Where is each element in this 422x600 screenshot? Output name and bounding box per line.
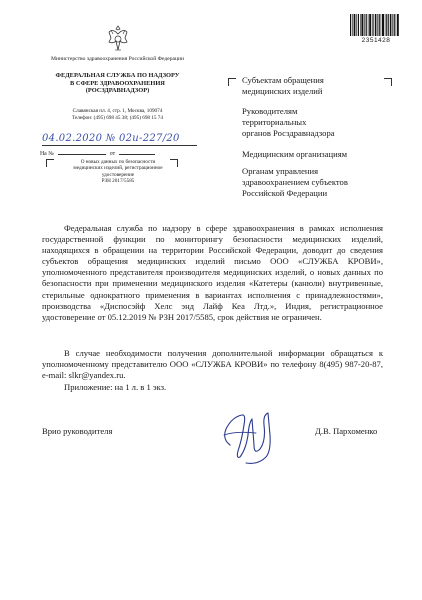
address-line: Славянская пл. 4, стр. 1, Москва, 109074 <box>72 108 163 114</box>
subject-line: РЗН 2017/5585 <box>101 178 135 185</box>
ref-blank <box>58 154 106 155</box>
agency-line: В СФЕРЕ ЗДРАВООХРАНЕНИЯ <box>70 79 165 87</box>
subject-line: О новых данных по безопасности <box>80 159 156 165</box>
recipient-line: Руководителям <box>242 106 298 116</box>
body-paragraph: В случае необходимости получения дополнительной информации обращаться к уполномоченному представителю ООО «СЛУЖБА КРОВИ» по телефону 8(495) 987-20-87, e-mail: slkr@yandex.ru. <box>42 348 383 381</box>
attachment-note: Приложение: на 1 л. в 1 экз. <box>64 382 167 392</box>
registration-number: 04.02.2020 № 02и-227/20 <box>42 133 180 144</box>
ministry-name: Министерство здравоохранения Российской Федерации <box>50 56 185 62</box>
signatory-position: Врио руководителя <box>42 426 113 436</box>
body-paragraph: Федеральная служба по надзору в сфере здравоохранения в рамках исполнения государственной функции по мониторингу безопасности медицинских изделий, находящихся в обращении на территории Российской Федерации, доводит до сведения субъектов обращения медицинских изделий письмо ООО «СЛУЖБА КРОВИ», уполномоченного представителя производителя медицинских изделий, о новых данных по безопасности при применении медицинского изделия «Катетеры (канюли) внутривенные, стерильные однократного применения в вариантах исполнения с принадлежностями», производства «Диспосэйф Хелс энд Лайф Кеа Лтд.», Индия, регистрационное удостоверение от 05.12.2019 № РЗН 2017/5585, срок действия не ограничен. <box>42 223 383 322</box>
handwritten-signature <box>216 405 280 467</box>
recipient-line: территориальных <box>242 116 307 127</box>
recipient-line: здравоохранением субъектов <box>242 176 348 187</box>
recipient-bracket-left <box>228 78 236 86</box>
subject-line: удостоверение <box>101 171 135 178</box>
recipient-block <box>242 75 392 97</box>
agency-address <box>40 108 195 123</box>
recipient-block <box>242 106 392 138</box>
barcode-number: 2351428 <box>361 37 391 44</box>
signatory-name: Д.В. Пархоменко <box>315 426 378 436</box>
coat-of-arms-emblem <box>105 24 131 54</box>
ref-prefix: На № <box>40 151 54 157</box>
recipient-line: Российской Федерации <box>242 187 328 198</box>
barcode <box>350 14 400 36</box>
letter-subject <box>58 159 178 185</box>
recipient-line: Органам управления <box>242 166 319 176</box>
reference-line <box>40 151 155 157</box>
recipient-line: органов Росздравнадзора <box>242 127 335 138</box>
agency-line: (РОСЗДРАВНАДЗОР) <box>85 87 150 95</box>
recipient-line: Субъектам обращения <box>242 75 324 85</box>
recipient-block <box>242 166 392 198</box>
subject-bracket-left <box>46 159 54 167</box>
phone-line: Телефон: (495) 698 45 38; (495) 698 15 74 <box>71 115 163 122</box>
recipient-block <box>242 149 392 160</box>
agency-name <box>40 72 195 95</box>
registration-underline <box>42 145 197 146</box>
recipient-line: медицинских изделий <box>242 85 323 96</box>
ref-date-blank <box>119 154 155 155</box>
recipient-line: Медицинским организациям <box>242 149 348 159</box>
agency-line: ФЕДЕРАЛЬНАЯ СЛУЖБА ПО НАДЗОРУ <box>55 72 180 79</box>
subject-line: медицинских изделий, регистрационное <box>73 165 163 172</box>
ref-from: от <box>109 151 116 157</box>
